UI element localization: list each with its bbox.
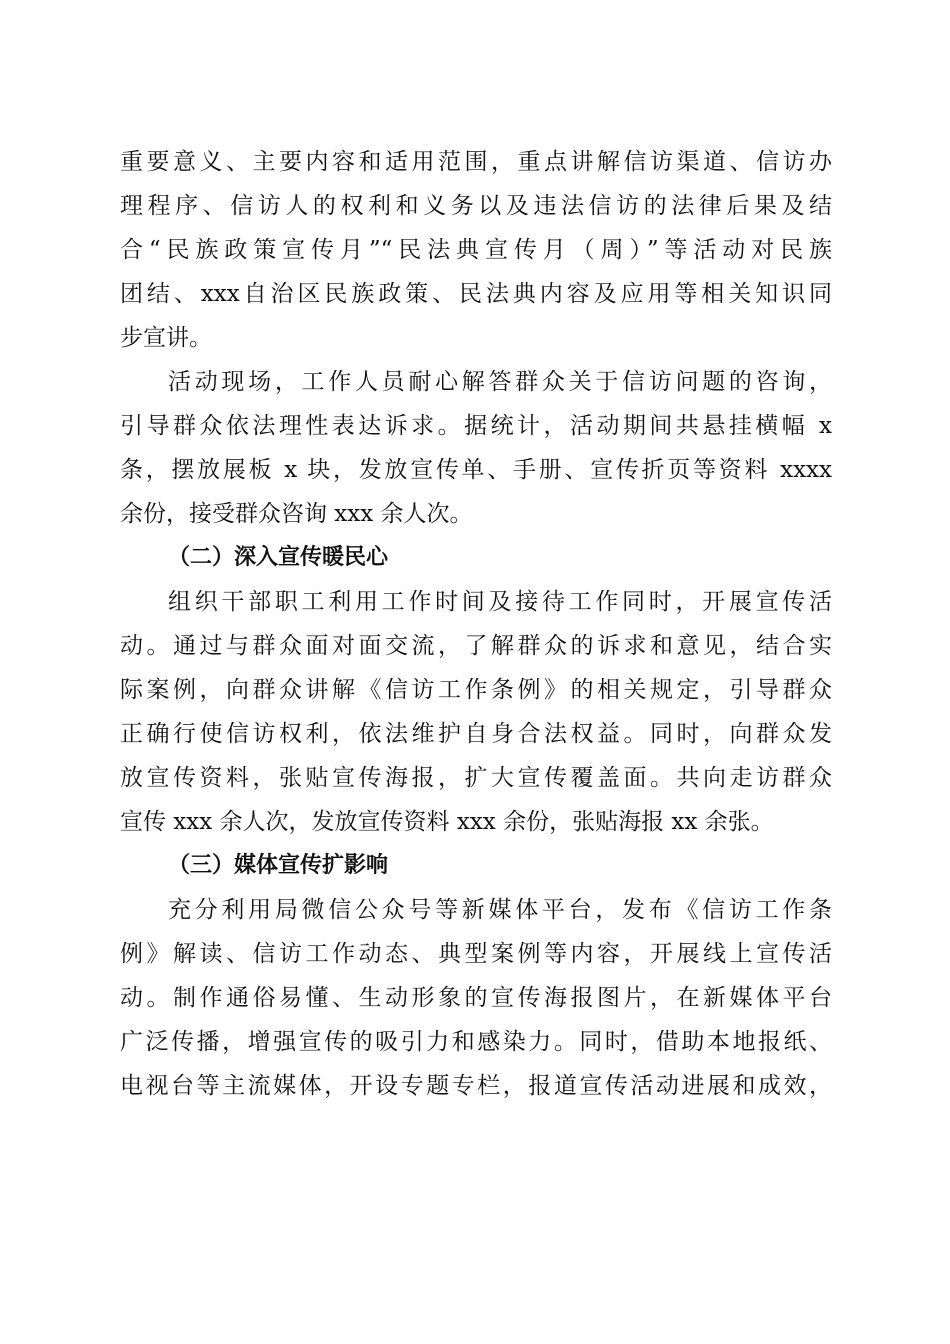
text-line: 重要意义、主要内容和适用范围，重点讲解信访渠道、信访办 (120, 149, 832, 175)
text-line: 条，摆放展板 x 块，发放宣传单、手册、宣传折页等资料 xxxx (120, 457, 832, 483)
text-line: 动。通过与群众面对面交流，了解群众的诉求和意见，结合实 (120, 633, 832, 659)
text-line: 理程序、信访人的权利和义务以及违法信访的法律后果及结 (120, 193, 832, 219)
text-line: 充分利用局微信公众号等新媒体平台，发布《信访工作条 (168, 897, 832, 923)
text-line: 例》解读、信访工作动态、典型案例等内容，开展线上宣传活 (120, 941, 832, 967)
text-line: 团结、xxx自治区民族政策、民法典内容及应用等相关知识同 (120, 281, 832, 307)
paragraph-2 (120, 360, 832, 536)
text-line: 正确行使信访权利，依法维护自身合法权益。同时，向群众发 (120, 721, 832, 747)
text-line: 引导群众依法理性表达诉求。据统计，活动期间共悬挂横幅 x (120, 413, 832, 439)
text-line: 活动现场，工作人员耐心解答群众关于信访问题的咨询， (168, 369, 832, 395)
paragraph-1 (120, 140, 832, 360)
text-line: 放宣传资料，张贴宣传海报，扩大宣传覆盖面。共向走访群众 (120, 765, 832, 791)
section-heading-2: （二）深入宣传暖民心 (168, 545, 389, 570)
text-line: 合“民族政策宣传月”“民法典宣传月（周）”等活动对民族 (120, 237, 832, 263)
text-line: 电视台等主流媒体，开设专题专栏，报道宣传活动进展和成效， (120, 1073, 832, 1099)
paragraph-4 (120, 888, 832, 1108)
text-line: 宣传 xxx 余人次，发放宣传资料 xxx 余份，张贴海报 xx 余张。 (120, 809, 774, 835)
text-line: 余份，接受群众咨询 xxx 余人次。 (120, 501, 473, 527)
text-line: 组织干部职工利用工作时间及接待工作同时，开展宣传活 (168, 589, 832, 615)
text-line: 广泛传播，增强宣传的吸引力和感染力。同时，借助本地报纸、 (120, 1029, 832, 1055)
document-page (120, 140, 832, 1108)
text-line: 际案例，向群众讲解《信访工作条例》的相关规定，引导群众 (120, 677, 832, 703)
section-heading-3: （三）媒体宣传扩影响 (168, 853, 389, 878)
text-line: 步宣讲。 (120, 325, 212, 351)
paragraph-3 (120, 580, 832, 844)
text-line: 动。制作通俗易懂、生动形象的宣传海报图片，在新媒体平台 (120, 985, 832, 1011)
